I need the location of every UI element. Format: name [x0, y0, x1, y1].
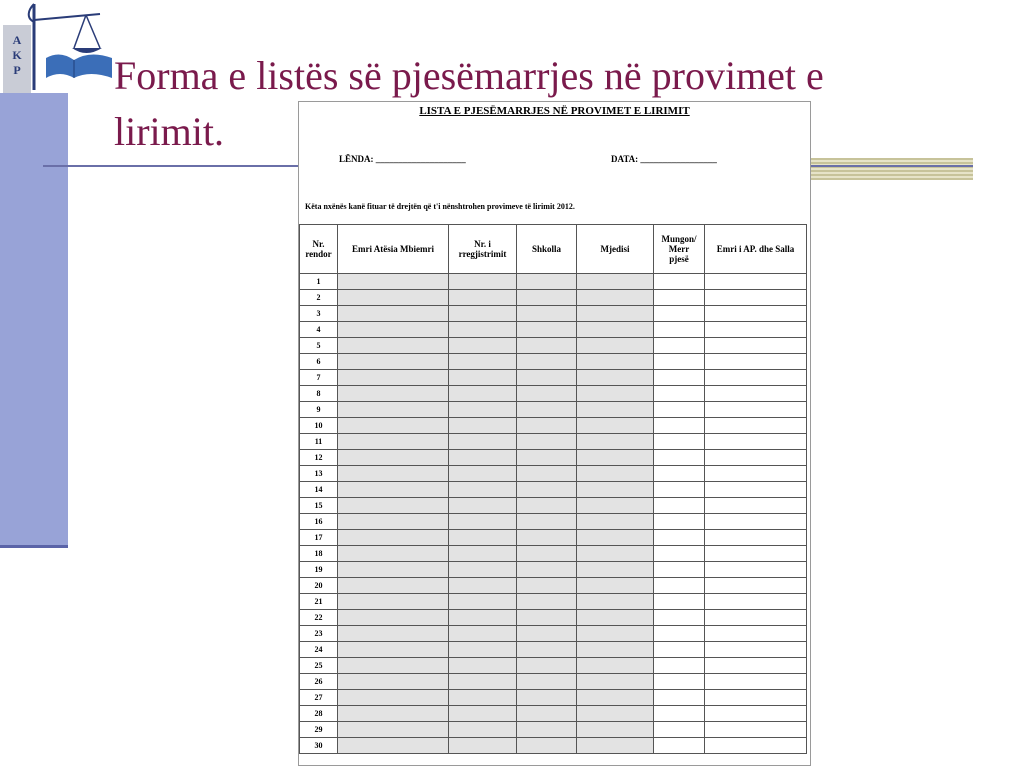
table-cell [449, 370, 517, 386]
col-header-text: rendor [305, 249, 332, 259]
col-header-text: Mungon/ [661, 234, 697, 244]
table-cell [449, 274, 517, 290]
table-cell [449, 466, 517, 482]
table-cell [517, 594, 577, 610]
table-cell [449, 562, 517, 578]
table-cell [517, 402, 577, 418]
col-header-nr-regjistrimit [449, 225, 517, 274]
table-row [300, 706, 807, 722]
table-cell [577, 722, 654, 738]
table-row [300, 530, 807, 546]
table-body [300, 274, 807, 754]
table-cell [517, 722, 577, 738]
table-cell [654, 274, 705, 290]
table-cell [449, 722, 517, 738]
table-cell [577, 642, 654, 658]
table-cell [517, 514, 577, 530]
table-row [300, 306, 807, 322]
table-cell [449, 674, 517, 690]
table-cell [577, 498, 654, 514]
table-cell [338, 322, 449, 338]
table-cell [449, 418, 517, 434]
table-cell [449, 578, 517, 594]
table-row [300, 738, 807, 754]
table-cell [517, 306, 577, 322]
table-row [300, 402, 807, 418]
table-cell [654, 626, 705, 642]
table-cell [705, 482, 807, 498]
col-header-mjedisi [577, 225, 654, 274]
table-cell [577, 578, 654, 594]
table-cell [705, 610, 807, 626]
table-cell [517, 658, 577, 674]
table-cell [705, 354, 807, 370]
table-cell [517, 610, 577, 626]
table-cell [577, 386, 654, 402]
table-cell [517, 338, 577, 354]
table-row [300, 434, 807, 450]
table-cell [705, 434, 807, 450]
table-cell [517, 626, 577, 642]
table-row [300, 514, 807, 530]
table-cell [654, 674, 705, 690]
table-cell [577, 610, 654, 626]
row-number: 3 [300, 306, 338, 322]
table-cell [517, 562, 577, 578]
table-cell [705, 626, 807, 642]
col-header-emri-ap-salla [705, 225, 807, 274]
table-cell [705, 674, 807, 690]
table-cell [705, 402, 807, 418]
col-header-text: Emri Atësia Mbiemri [352, 244, 434, 254]
table-cell [705, 338, 807, 354]
table-cell [338, 434, 449, 450]
table-row [300, 722, 807, 738]
table-cell [338, 642, 449, 658]
table-row [300, 658, 807, 674]
table-cell [577, 402, 654, 418]
table-cell [338, 306, 449, 322]
row-number: 21 [300, 594, 338, 610]
table-cell [517, 466, 577, 482]
table-cell [654, 370, 705, 386]
logo-letter-k: K [12, 48, 22, 62]
table-cell [654, 610, 705, 626]
table-cell [705, 722, 807, 738]
table-cell [705, 466, 807, 482]
row-number: 5 [300, 338, 338, 354]
table-cell [449, 290, 517, 306]
table-cell [577, 626, 654, 642]
row-number: 12 [300, 450, 338, 466]
table-cell [449, 354, 517, 370]
table-cell [654, 546, 705, 562]
table-cell [449, 530, 517, 546]
table-row [300, 674, 807, 690]
table-cell [577, 322, 654, 338]
col-header-text: Shkolla [531, 244, 562, 254]
row-number: 24 [300, 642, 338, 658]
table-cell [517, 354, 577, 370]
row-number: 1 [300, 274, 338, 290]
table-cell [577, 418, 654, 434]
row-number: 30 [300, 738, 338, 754]
form-title: LISTA E PJESËMARRJES NË PROVIMET E LIRIMIT [419, 105, 690, 117]
table-cell [577, 594, 654, 610]
eligibility-note: Këta nxënës kanë fituar të drejtën që t'i nënshtrohen provimeve të lirimit 2012. [305, 202, 575, 211]
table-cell [338, 578, 449, 594]
table-cell [338, 722, 449, 738]
table-cell [705, 306, 807, 322]
row-number: 27 [300, 690, 338, 706]
table-cell [577, 434, 654, 450]
row-number: 14 [300, 482, 338, 498]
row-number: 19 [300, 562, 338, 578]
table-cell [705, 322, 807, 338]
table-cell [338, 626, 449, 642]
table-cell [338, 482, 449, 498]
table-cell [517, 322, 577, 338]
left-sidebar-decoration [0, 93, 68, 548]
table-cell [338, 658, 449, 674]
table-cell [338, 594, 449, 610]
table-cell [654, 482, 705, 498]
table-cell [654, 418, 705, 434]
row-number: 20 [300, 578, 338, 594]
row-number: 8 [300, 386, 338, 402]
table-cell [654, 322, 705, 338]
col-header-text: Emri i AP. dhe Salla [716, 244, 795, 254]
table-cell [517, 386, 577, 402]
table-cell [517, 498, 577, 514]
table-cell [338, 530, 449, 546]
table-cell [449, 706, 517, 722]
table-cell [338, 386, 449, 402]
slide-title-line-2: lirimit. [114, 109, 224, 154]
row-number: 18 [300, 546, 338, 562]
col-header-text: rregjistrimit [458, 249, 507, 259]
table-cell [517, 370, 577, 386]
table-cell [654, 658, 705, 674]
table-cell [705, 642, 807, 658]
table-cell [338, 610, 449, 626]
table-cell [654, 514, 705, 530]
table-cell [517, 578, 577, 594]
table-cell [577, 546, 654, 562]
row-number: 29 [300, 722, 338, 738]
col-header-nr-rendor [300, 225, 338, 274]
table-cell [338, 402, 449, 418]
table-cell [654, 562, 705, 578]
table-cell [577, 354, 654, 370]
table-cell [449, 450, 517, 466]
scales-book-logo-icon [0, 0, 120, 95]
table-row [300, 450, 807, 466]
table-cell [705, 706, 807, 722]
row-number: 17 [300, 530, 338, 546]
table-cell [705, 530, 807, 546]
table-cell [705, 594, 807, 610]
table-row [300, 290, 807, 306]
row-number: 25 [300, 658, 338, 674]
table-cell [654, 354, 705, 370]
row-number: 10 [300, 418, 338, 434]
table-cell [654, 738, 705, 754]
table-cell [577, 530, 654, 546]
table-row [300, 610, 807, 626]
table-cell [517, 706, 577, 722]
table-cell [338, 546, 449, 562]
table-cell [577, 690, 654, 706]
table-cell [338, 418, 449, 434]
table-cell [654, 706, 705, 722]
table-cell [449, 306, 517, 322]
col-header-text: Nr. [312, 239, 325, 249]
table-cell [577, 466, 654, 482]
table-cell [338, 674, 449, 690]
attendance-table [299, 224, 807, 754]
table-cell [705, 290, 807, 306]
row-number: 23 [300, 626, 338, 642]
table-cell [654, 466, 705, 482]
table-cell [449, 610, 517, 626]
table-cell [338, 274, 449, 290]
table-cell [517, 482, 577, 498]
row-number: 26 [300, 674, 338, 690]
table-cell [338, 354, 449, 370]
table-row [300, 642, 807, 658]
table-cell [338, 498, 449, 514]
table-cell [654, 578, 705, 594]
table-cell [517, 290, 577, 306]
row-number: 16 [300, 514, 338, 530]
table-cell [449, 482, 517, 498]
table-cell [449, 594, 517, 610]
table-row [300, 418, 807, 434]
table-cell [577, 338, 654, 354]
table-cell [449, 626, 517, 642]
table-cell [338, 562, 449, 578]
table-cell [338, 706, 449, 722]
table-cell [577, 674, 654, 690]
table-cell [577, 562, 654, 578]
table-cell [705, 514, 807, 530]
row-number: 2 [300, 290, 338, 306]
table-cell [449, 338, 517, 354]
table-row [300, 546, 807, 562]
table-cell [517, 434, 577, 450]
table-cell [654, 690, 705, 706]
table-cell [517, 530, 577, 546]
col-header-text: pjesë [669, 254, 689, 264]
table-cell [654, 642, 705, 658]
col-header-text: Merr [668, 244, 690, 254]
table-row [300, 482, 807, 498]
table-cell [705, 418, 807, 434]
table-cell [449, 402, 517, 418]
table-cell [654, 434, 705, 450]
table-cell [705, 562, 807, 578]
table-cell [654, 402, 705, 418]
table-cell [705, 578, 807, 594]
table-cell [449, 658, 517, 674]
attendance-form-document [298, 101, 811, 766]
table-cell [449, 738, 517, 754]
table-cell [338, 514, 449, 530]
col-header-emri [338, 225, 449, 274]
table-cell [517, 690, 577, 706]
row-number: 6 [300, 354, 338, 370]
table-cell [705, 738, 807, 754]
table-cell [449, 322, 517, 338]
table-cell [705, 386, 807, 402]
row-number: 15 [300, 498, 338, 514]
table-cell [705, 658, 807, 674]
table-header-row [300, 225, 807, 274]
table-cell [449, 546, 517, 562]
table-cell [577, 658, 654, 674]
table-cell [517, 546, 577, 562]
table-row [300, 594, 807, 610]
table-cell [577, 450, 654, 466]
table-row [300, 386, 807, 402]
table-cell [517, 738, 577, 754]
table-row [300, 690, 807, 706]
table-row [300, 322, 807, 338]
table-cell [654, 498, 705, 514]
table-row [300, 626, 807, 642]
date-field: DATA: _________________ [611, 154, 717, 164]
row-number: 28 [300, 706, 338, 722]
table-cell [577, 706, 654, 722]
table-cell [705, 546, 807, 562]
col-header-text: Mjedisi [600, 244, 630, 254]
table-row [300, 338, 807, 354]
table-row [300, 562, 807, 578]
row-number: 4 [300, 322, 338, 338]
table-cell [654, 722, 705, 738]
table-cell [705, 690, 807, 706]
table-cell [654, 530, 705, 546]
table-cell [654, 306, 705, 322]
table-cell [705, 498, 807, 514]
table-cell [705, 274, 807, 290]
table-cell [338, 338, 449, 354]
table-cell [338, 738, 449, 754]
table-cell [654, 290, 705, 306]
table-cell [654, 450, 705, 466]
table-cell [517, 418, 577, 434]
table-cell [449, 386, 517, 402]
table-cell [449, 434, 517, 450]
row-number: 11 [300, 434, 338, 450]
table-cell [577, 290, 654, 306]
table-cell [449, 498, 517, 514]
subject-field: LËNDA: ____________________ [339, 154, 466, 164]
logo-letter-a: A [12, 33, 22, 47]
table-cell [338, 690, 449, 706]
slide-title-line-1: Forma e listës së pjesëmarrjes në provimet e [114, 53, 824, 98]
table-cell [338, 450, 449, 466]
col-header-mungon-merr-pjese [654, 225, 705, 274]
table-row [300, 370, 807, 386]
table-cell [705, 450, 807, 466]
table-cell [338, 290, 449, 306]
table-cell [449, 690, 517, 706]
table-cell [654, 338, 705, 354]
table-cell [654, 386, 705, 402]
left-sidebar-edge [0, 545, 68, 548]
table-cell [577, 370, 654, 386]
table-cell [517, 642, 577, 658]
table-cell [449, 642, 517, 658]
table-row [300, 354, 807, 370]
col-header-text: Nr. i [474, 239, 491, 249]
table-cell [338, 370, 449, 386]
row-number: 22 [300, 610, 338, 626]
table-cell [577, 738, 654, 754]
table-row [300, 498, 807, 514]
table-cell [449, 514, 517, 530]
table-cell [577, 482, 654, 498]
table-cell [577, 306, 654, 322]
table-cell [577, 514, 654, 530]
table-cell [517, 674, 577, 690]
table-cell [654, 594, 705, 610]
row-number: 13 [300, 466, 338, 482]
table-cell [577, 274, 654, 290]
table-cell [517, 274, 577, 290]
row-number: 9 [300, 402, 338, 418]
logo-letter-p: P [13, 63, 21, 77]
table-cell [338, 466, 449, 482]
table-row [300, 578, 807, 594]
table-cell [517, 450, 577, 466]
table-cell [705, 370, 807, 386]
col-header-shkolla [517, 225, 577, 274]
table-row [300, 274, 807, 290]
row-number: 7 [300, 370, 338, 386]
table-row [300, 466, 807, 482]
